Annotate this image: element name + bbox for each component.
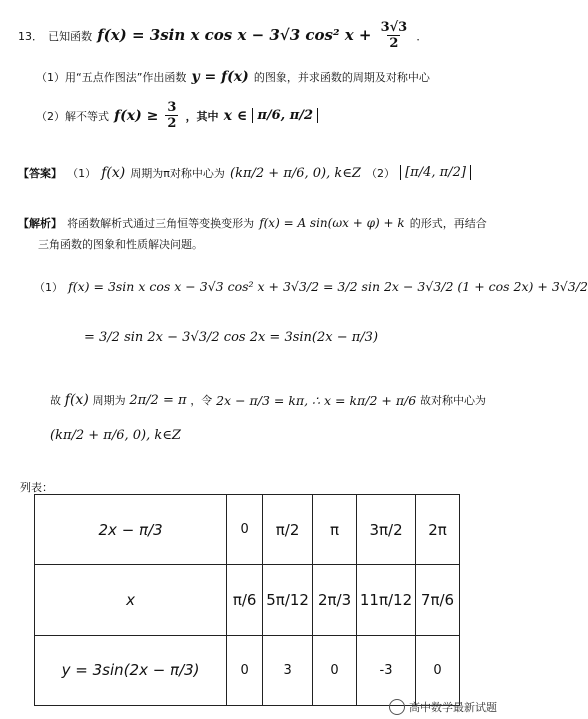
- problem-number: 13．: [18, 30, 43, 43]
- problem-function: f(x) = 3sin x cos x − 3√3 cos² x +: [97, 26, 372, 44]
- table-cell: π/6: [227, 565, 263, 635]
- analysis-line1: 【解析】 将函数解析式通过三角恒等变换变形为 f(x) = A sin(ωx + φ) + k 的形式，再结合: [18, 216, 487, 230]
- problem-statement: 13． 已知函数 f(x) = 3sin x cos x − 3√3 cos² x + $\frac{3√3}{2}$ ．: [18, 20, 428, 51]
- table-cell: 2π: [416, 495, 460, 565]
- table-cell: 11π/12: [357, 565, 416, 635]
- problem-function-fraction: $\frac{3√3}{2}$: [380, 20, 408, 51]
- table-cell: 0: [227, 495, 263, 565]
- table-cell: 3π/2: [357, 495, 416, 565]
- table-cell: 7π/6: [416, 565, 460, 635]
- answer-label: 【答案】: [18, 167, 62, 180]
- analysis-center: (kπ/2 + π/6, 0), k∈Z: [50, 428, 181, 443]
- table-row: [35, 495, 460, 565]
- table-cell: 0: [227, 635, 263, 705]
- table-cell: 0: [313, 635, 357, 705]
- table-cell: 2x − π/3: [35, 495, 227, 565]
- wechat-logo-icon: [389, 699, 405, 715]
- problem-part1: （1）用“五点作图法”作出函数 y = f(x) 的图象，并求函数的周期及对称中心: [36, 69, 430, 85]
- table-cell: 0: [416, 635, 460, 705]
- problem-intro: 已知函数: [48, 30, 93, 43]
- answer-line: 【答案】 （1） f(x) 周期为π对称中心为 (kπ/2 + π/6, 0), k∈Z （2） [π/4, π/2]: [18, 162, 471, 181]
- analysis-label: 【解析】: [18, 217, 62, 230]
- analysis-step2: = 3/2 sin 2x − 3√3/2 cos 2x = 3sin(2x − π/3): [84, 330, 379, 345]
- analysis-period: 故 f(x) 周期为 2π/2 = π ，令 2x − π/3 = kπ, ∴ x = kπ/2 + π/6 故对称中心为: [50, 392, 486, 408]
- values-table: [34, 494, 460, 706]
- table-cell: y = 3sin(2x − π/3): [35, 635, 227, 705]
- table-cell: 5π/12: [263, 565, 313, 635]
- table-caption: 列表：: [20, 481, 53, 494]
- analysis-step1: （1） f(x) = 3sin x cos x − 3√3 cos² x + 3√3/2 = 3/2 sin 2x − 3√3/2 (1 + cos 2x) + 3√3/2: [34, 279, 588, 294]
- problem-part2: （2）解不等式 f(x) ≥ $\frac{3}{2}$ ，其中 x ∈ π/6, π/2: [36, 100, 318, 131]
- problem-interval: π/6, π/2: [252, 108, 318, 123]
- table-cell: 2π/3: [313, 565, 357, 635]
- table-cell: π: [313, 495, 357, 565]
- answer-center: (kπ/2 + π/6, 0), k∈Z: [230, 166, 361, 181]
- answer-interval: [π/4, π/2]: [400, 165, 471, 180]
- table-cell: π/2: [263, 495, 313, 565]
- table-cell: x: [35, 565, 227, 635]
- watermark: 高中数学最新试题: [389, 699, 497, 715]
- analysis-line2: 三角函数的图象和性质解决问题。: [38, 238, 203, 251]
- table-cell: -3: [357, 635, 416, 705]
- table-row: [35, 635, 460, 705]
- table-cell: 3: [263, 635, 313, 705]
- table-row: [35, 565, 460, 635]
